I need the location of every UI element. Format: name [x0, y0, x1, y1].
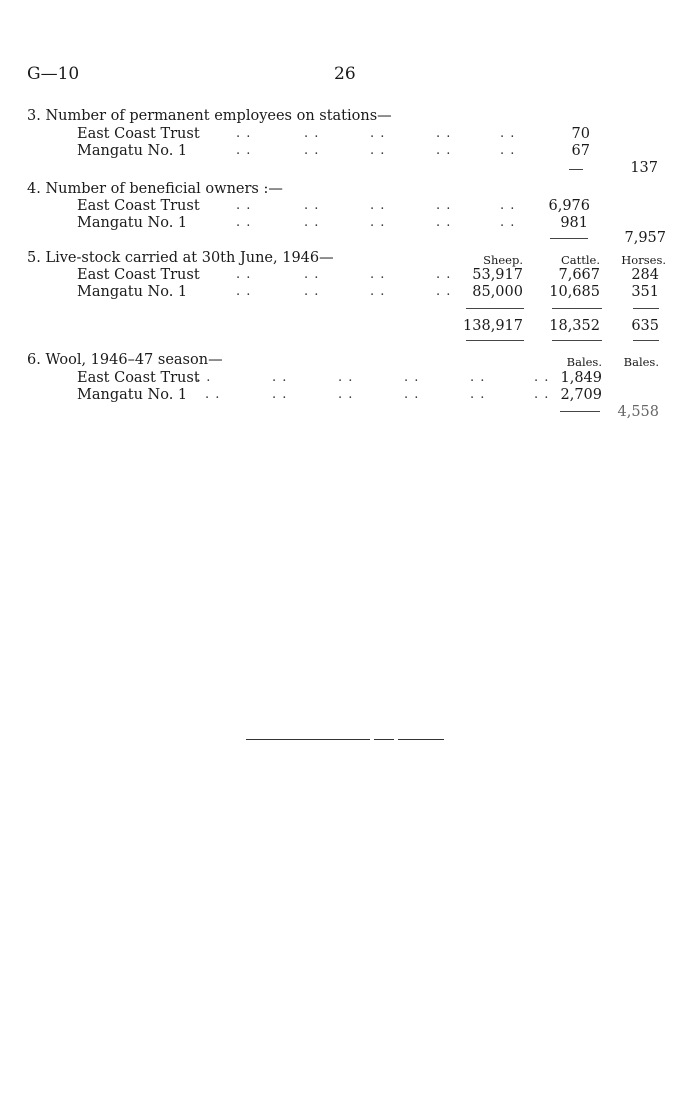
- column-header-cattle: Cattle.: [560, 253, 600, 267]
- dot-leader: . .: [436, 143, 452, 158]
- dot-leader: . .: [500, 198, 516, 213]
- row-label: Mangatu No. 1: [77, 387, 188, 403]
- cell-value: 85,000: [472, 284, 523, 300]
- dot-leader: . .: [470, 387, 486, 402]
- row-value: 70: [571, 126, 590, 142]
- cell-value: 7,667: [558, 267, 600, 283]
- cell-value: 53,917: [472, 267, 523, 283]
- section-total: 137: [630, 160, 658, 176]
- row-value: 67: [571, 143, 590, 159]
- row-value: 6,976: [548, 198, 590, 214]
- dot-leader: . .: [338, 387, 354, 402]
- dot-leader: . .: [236, 198, 252, 213]
- dot-leader: . .: [370, 198, 386, 213]
- row-label: East Coast Trust: [77, 370, 200, 386]
- sheep-rule: [466, 308, 524, 309]
- section-heading: 4. Number of beneficial owners :—: [27, 181, 283, 197]
- cattle-rule: [552, 308, 602, 309]
- sheep-rule: [466, 340, 524, 341]
- dot-leader: . .: [236, 267, 252, 282]
- dot-leader: . .: [304, 143, 320, 158]
- row-label: East Coast Trust: [77, 198, 200, 214]
- section-total: 4,558: [617, 404, 659, 420]
- dot-leader: . .: [370, 126, 386, 141]
- dot-leader: . .: [534, 387, 550, 402]
- closing-rule: [398, 739, 444, 740]
- row-label: East Coast Trust: [77, 267, 200, 283]
- subtotal-rule: [560, 411, 600, 412]
- total-cattle: 18,352: [549, 318, 600, 334]
- column-header-bales: Bales.: [566, 355, 602, 369]
- row-label: East Coast Trust: [77, 126, 200, 142]
- dot-leader: . .: [304, 267, 320, 282]
- dot-leader: . .: [500, 143, 516, 158]
- page-reference: G—10: [27, 64, 80, 84]
- dot-leader: . .: [404, 387, 420, 402]
- dot-leader: . .: [370, 215, 386, 230]
- dot-leader: . .: [436, 284, 452, 299]
- dot-leader: . .: [272, 370, 288, 385]
- dot-leader: . .: [196, 370, 212, 385]
- row-label: Mangatu No. 1: [77, 143, 188, 159]
- dot-leader: . .: [436, 198, 452, 213]
- dot-leader: . .: [236, 126, 252, 141]
- dot-leader: . .: [370, 284, 386, 299]
- subtotal-rule: [569, 169, 583, 170]
- dot-leader: . .: [205, 387, 221, 402]
- dot-leader: . .: [470, 370, 486, 385]
- section-heading: 3. Number of permanent employees on stations—: [27, 108, 392, 124]
- cell-value: 284: [631, 267, 659, 283]
- section-total: 7,957: [624, 230, 666, 246]
- column-header-sheep: Sheep.: [483, 253, 523, 267]
- cell-value: 10,685: [549, 284, 600, 300]
- horses-rule: [633, 340, 659, 341]
- dot-leader: . .: [500, 126, 516, 141]
- column-header-horses: Horses.: [621, 253, 666, 267]
- dot-leader: . .: [304, 215, 320, 230]
- dot-leader: . .: [338, 370, 354, 385]
- total-horses: 635: [631, 318, 659, 334]
- row-value: 2,709: [560, 387, 602, 403]
- row-value: 981: [560, 215, 588, 231]
- dot-leader: . .: [370, 143, 386, 158]
- dot-leader: . .: [436, 215, 452, 230]
- dot-leader: . .: [236, 143, 252, 158]
- total-sheep: 138,917: [463, 318, 523, 334]
- dot-leader: . .: [534, 370, 550, 385]
- section-heading: 6. Wool, 1946–47 season—: [27, 352, 223, 368]
- column-header-bales: Bales.: [623, 355, 659, 369]
- dot-leader: . .: [236, 215, 252, 230]
- row-label: Mangatu No. 1: [77, 284, 188, 300]
- closing-rule: [246, 739, 370, 740]
- cell-value: 351: [631, 284, 659, 300]
- row-value: 1,849: [560, 370, 602, 386]
- subtotal-rule: [550, 238, 588, 239]
- dot-leader: . .: [436, 267, 452, 282]
- section-heading: 5. Live-stock carried at 30th June, 1946—: [27, 250, 334, 266]
- dot-leader: . .: [236, 284, 252, 299]
- dot-leader: . .: [500, 215, 516, 230]
- row-label: Mangatu No. 1: [77, 215, 188, 231]
- cattle-rule: [552, 340, 602, 341]
- dot-leader: . .: [272, 387, 288, 402]
- dot-leader: . .: [304, 284, 320, 299]
- page-number: 26: [334, 64, 356, 84]
- dot-leader: . .: [436, 126, 452, 141]
- dot-leader: . .: [304, 198, 320, 213]
- dot-leader: . .: [370, 267, 386, 282]
- dot-leader: . .: [404, 370, 420, 385]
- horses-rule: [633, 308, 659, 309]
- closing-rule: [374, 739, 394, 740]
- dot-leader: . .: [304, 126, 320, 141]
